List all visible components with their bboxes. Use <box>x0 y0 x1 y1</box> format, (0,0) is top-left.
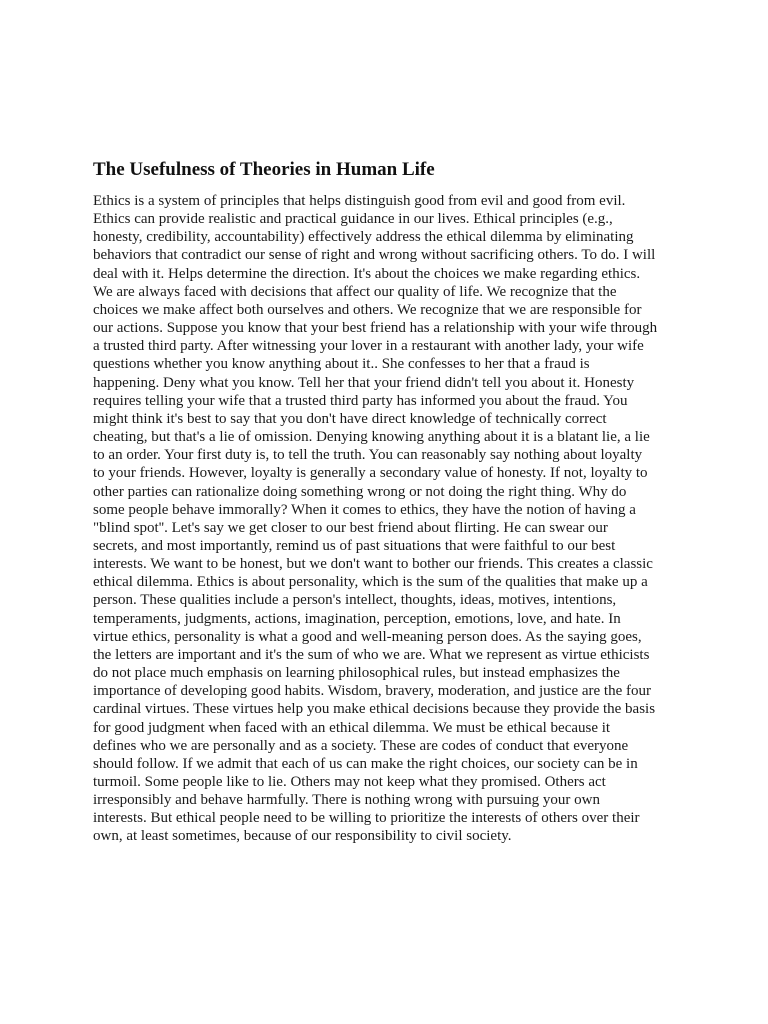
body-text-line: deal with it. Helps determine the direction. It's about the choices we make regarding ethics. <box>93 265 641 282</box>
body-text-line: choices we make affect both ourselves and others. We recognize that we are responsible for <box>93 301 642 318</box>
body-text-line: for good judgment when faced with an ethical dilemma. We must be ethical because it <box>93 719 611 736</box>
body-text-line: cardinal virtues. These virtues help you make ethical decisions because they provide the basis <box>93 701 656 718</box>
body-text-line: do not place much emphasis on learning philosophical rules, but instead emphasizes the <box>93 665 620 682</box>
body-text-line: honesty, credibility, accountability) effectively address the ethical dilemma by eliminating <box>93 229 634 246</box>
body-text-line: interests. But ethical people need to be willing to prioritize the interests of others over their <box>93 810 640 827</box>
body-text-line: irresponsibly and behave harmfully. There is nothing wrong with pursuing your own <box>93 792 600 809</box>
body-text-line: the letters are important and it's the sum of who we are. What we represent as virtue ethicists <box>93 646 650 663</box>
body-text-line: some people behave immorally? When it comes to ethics, they have the notion of having a <box>93 501 636 518</box>
body-text-line: "blind spot''. Let's say we get closer to our best friend about flirting. He can swear our <box>93 519 608 536</box>
body-text-line: our actions. Suppose you know that your best friend has a relationship with your wife through <box>93 320 658 337</box>
body-text-line: ethical dilemma. Ethics is about personality, which is the sum of the qualities that make up a <box>93 574 648 591</box>
body-text-line: cheating, but that's a lie of omission. Denying knowing anything about it is a blatant lie, a lie <box>93 429 650 446</box>
body-text-line: Ethics is a system of principles that helps distinguish good from evil and good from evil. <box>93 193 626 209</box>
document-body <box>93 192 693 846</box>
body-text-line: to your friends. However, loyalty is generally a secondary value of honesty. If not, loyalty to <box>93 465 648 482</box>
body-text-line: happening. Deny what you know. Tell her that your friend didn't tell you about it. Honesty <box>93 374 635 391</box>
body-text-line: person. These qualities include a person's intellect, thoughts, ideas, motives, intentions, <box>93 592 617 609</box>
body-text-line: behaviors that contradict our sense of right and wrong without sacrificing others. To do. I will <box>93 247 656 264</box>
body-text-line: might think it's best to say that you don't have direct knowledge of technically correct <box>93 410 607 427</box>
body-text-line: We are always faced with decisions that affect our quality of life. We recognize that the <box>93 283 617 300</box>
body-text-line: other parties can rationalize doing something wrong or not doing the right thing. Why do <box>93 483 627 500</box>
body-text-line: questions whether you know anything about it.. She confesses to her that a fraud is <box>93 356 590 373</box>
body-text-line: importance of developing good habits. Wisdom, bravery, moderation, and justice are the four <box>93 683 651 700</box>
body-text-line: should follow. If we admit that each of us can make the right choices, our society can be in <box>93 755 638 772</box>
body-text-line: turmoil. Some people like to lie. Others may not keep what they promised. Others act <box>93 774 606 790</box>
body-text-line: a trusted third party. After witnessing your lover in a restaurant with another lady, your wife <box>93 338 644 355</box>
body-text-line: temperaments, judgments, actions, imagination, perception, emotions, love, and hate. In <box>93 610 621 627</box>
body-text-line: requires telling your wife that a trusted third party has informed you about the fraud. You <box>93 392 628 409</box>
body-text-line: Ethics can provide realistic and practical guidance in our lives. Ethical principles (e.g., <box>93 211 613 228</box>
body-text-line: interests. We want to be honest, but we don't want to bother our friends. This creates a classic <box>93 556 653 573</box>
body-text-line: virtue ethics, personality is what a good and well-meaning person does. As the saying goes, <box>93 628 642 645</box>
body-text-line: secrets, and most importantly, remind us of past situations that were faithful to our best <box>93 537 616 554</box>
body-text-line: to an order. Your first duty is, to tell the truth. You can reasonably say nothing about loyalty <box>93 447 643 464</box>
body-text-line: own, at least sometimes, because of our responsibility to civil society. <box>93 828 512 845</box>
body-text-line: defines who we are personally and as a society. These are codes of conduct that everyone <box>93 737 629 754</box>
document-title: The Usefulness of Theories in Human Life <box>93 159 435 180</box>
